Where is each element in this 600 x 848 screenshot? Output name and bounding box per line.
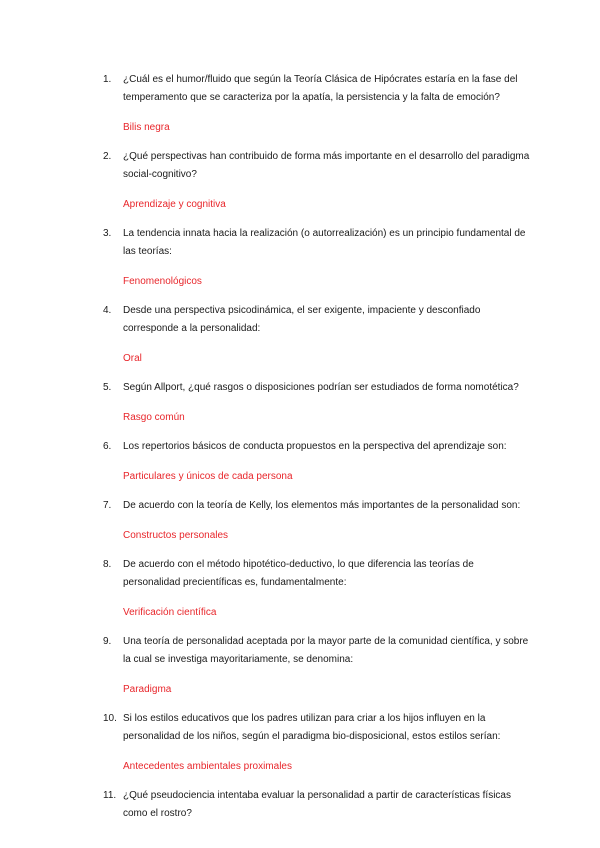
answer-text: Paradigma	[123, 684, 172, 695]
question-list	[103, 71, 533, 823]
question-number: 11.	[103, 790, 117, 801]
question-item	[103, 497, 533, 545]
answer-text: Verificación científica	[123, 607, 217, 618]
question-item	[103, 633, 533, 699]
answer-text: Bilis negra	[123, 122, 170, 133]
answer-text: Antecedentes ambientales proximales	[123, 761, 292, 772]
question-text: De acuerdo con la teoría de Kelly, los elementos más importantes de la personalidad son:	[123, 500, 521, 511]
question-item	[103, 438, 533, 486]
question-item	[103, 710, 533, 776]
question-item	[103, 379, 533, 427]
question-number: 2.	[103, 151, 112, 162]
question-text: Los repertorios básicos de conducta propuestos en la perspectiva del aprendizaje son:	[123, 441, 507, 452]
question-text: Según Allport, ¿qué rasgos o disposiciones podrían ser estudiados de forma nomotética?	[123, 382, 519, 393]
question-text: Desde una perspectiva psicodinámica, el ser exigente, impaciente y desconfiado corresponde a la personalidad:	[123, 305, 481, 334]
question-number: 10.	[103, 713, 117, 724]
answer-text: Aprendizaje y cognitiva	[123, 199, 226, 210]
question-number: 9.	[103, 636, 112, 647]
question-number: 4.	[103, 305, 112, 316]
answer-text: Constructos personales	[123, 530, 229, 541]
question-number: 7.	[103, 500, 112, 511]
question-text: Una teoría de personalidad aceptada por la mayor parte de la comunidad científica, y sobre la cual se investiga mayoritariamente, se denomina:	[123, 636, 529, 665]
question-number: 3.	[103, 228, 112, 239]
question-item	[103, 556, 533, 622]
question-text: Si los estilos educativos que los padres utilizan para criar a los hijos influyen en la personalidad de los niños, según el paradigma bio-disposicional, estos estilos serían:	[123, 713, 501, 742]
question-text: La tendencia innata hacia la realización (o autorrealización) es un principio fundamental de las teorías:	[123, 228, 526, 257]
question-item	[103, 71, 533, 137]
question-number: 5.	[103, 382, 112, 393]
question-item	[103, 225, 533, 291]
answer-text: Fenomenológicos	[123, 276, 202, 287]
answer-text: Rasgo común	[123, 412, 185, 423]
question-item	[103, 302, 533, 368]
question-number: 8.	[103, 559, 112, 570]
question-number: 6.	[103, 441, 112, 452]
question-number: 1.	[103, 74, 112, 85]
question-item	[103, 148, 533, 214]
question-text: De acuerdo con el método hipotético-deductivo, lo que diferencia las teorías de personalidad precientíficas es, fundamentalmente:	[123, 559, 474, 588]
question-item	[103, 787, 533, 823]
answer-text: Particulares y únicos de cada persona	[123, 471, 293, 482]
answer-text: Oral	[123, 353, 142, 364]
question-text: ¿Qué pseudociencia intentaba evaluar la personalidad a partir de características físicas como el rostro?	[123, 790, 511, 819]
question-text: ¿Cuál es el humor/fluido que según la Teoría Clásica de Hipócrates estaría en la fase del temperamento que se caracteriza por la apatía, la persistencia y la falta de emoción?	[123, 74, 518, 103]
question-text: ¿Qué perspectivas han contribuido de forma más importante en el desarrollo del paradigma social-cognitivo?	[123, 151, 530, 180]
